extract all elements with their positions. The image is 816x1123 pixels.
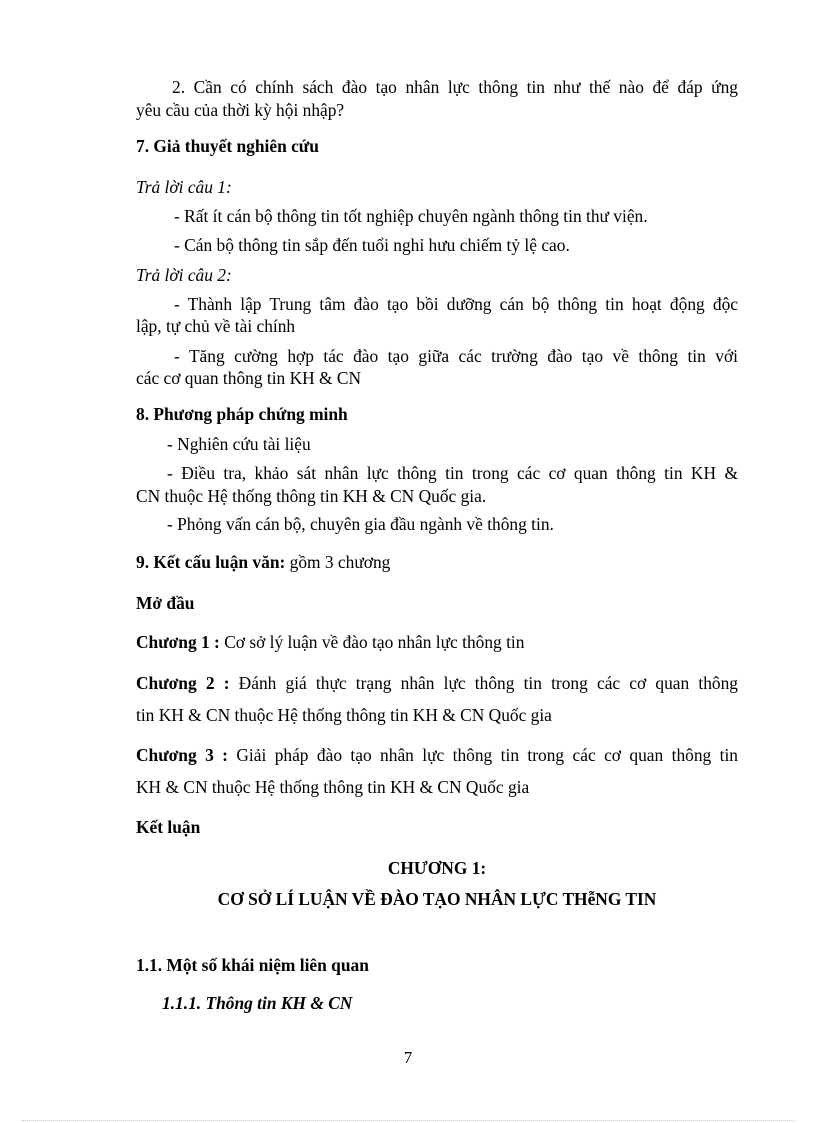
chapter-2-entry-line-2: tin KH & CN thuộc Hệ thống thông tin KH & CN Quốc gia bbox=[136, 705, 552, 725]
chapter-2-entry-line-1: Chương 2 : Đánh giá thực trạng nhân lực thông tin trong các cơ quan thông bbox=[136, 673, 738, 693]
section-8-item-2-line-1: - Điều tra, khảo sát nhân lực thông tin trong các cơ quan thông tin KH & bbox=[167, 463, 738, 483]
section-8-item-3: - Phỏng vấn cán bộ, chuyên gia đầu ngành về thông tin. bbox=[167, 514, 554, 534]
section-8-item-2-line-2: CN thuộc Hệ thống thông tin KH & CN Quốc gia. bbox=[136, 486, 487, 506]
question-2-line-1: 2. Cần có chính sách đào tạo nhân lực thông tin như thế nào để đáp ứng bbox=[172, 77, 738, 97]
section-7-heading: 7. Giả thuyết nghiên cứu bbox=[136, 136, 319, 156]
section-8-item-1: - Nghiên cứu tài liệu bbox=[167, 434, 311, 454]
answer-2-item-1-line-1: - Thành lập Trung tâm đào tạo bồi dưỡng cán bộ thông tin hoạt động độc bbox=[174, 294, 738, 314]
question-2-line-2: yêu cầu của thời kỳ hội nhập? bbox=[136, 100, 345, 120]
answer-2-label: Trả lời câu 2: bbox=[136, 265, 232, 285]
answer-1-label: Trả lời câu 1: bbox=[136, 177, 232, 197]
chapter-1-entry: Chương 1 : Cơ sở lý luận về đào tạo nhân lực thông tin bbox=[136, 632, 525, 652]
section-1-1-heading: 1.1. Một số khái niệm liên quan bbox=[136, 955, 369, 975]
answer-2-item-2-line-1: - Tăng cường hợp tác đào tạo giữa các trường đào tạo về thông tin với bbox=[174, 346, 738, 366]
section-1-1-1-heading: 1.1.1. Thông tin KH & CN bbox=[162, 993, 353, 1013]
section-9-heading: 9. Kết cấu luận văn: gồm 3 chương bbox=[136, 552, 391, 572]
answer-2-item-2-line-2: các cơ quan thông tin KH & CN bbox=[136, 368, 362, 388]
conclusion-heading: Kết luận bbox=[136, 817, 201, 837]
chapter-3-entry-line-1: Chương 3 : Giải pháp đào tạo nhân lực thông tin trong các cơ quan thông tin bbox=[136, 745, 738, 765]
intro-heading: Mở đầu bbox=[136, 593, 195, 613]
page-number: 7 bbox=[403, 1048, 413, 1067]
chapter-3-entry-line-2: KH & CN thuộc Hệ thống thông tin KH & CN Quốc gia bbox=[136, 777, 530, 797]
chapter-1-subtitle: CƠ SỞ LÍ LUẬN VỀ ĐÀO TẠO NHÂN LỰC THễNG TIN bbox=[217, 889, 657, 909]
section-8-heading: 8. Phương pháp chứng minh bbox=[136, 404, 348, 424]
page-boundary bbox=[22, 1120, 794, 1121]
answer-1-item-1: - Rất ít cán bộ thông tin tốt nghiệp chuyên ngành thông tin thư viện. bbox=[174, 206, 648, 226]
answer-1-item-2: - Cán bộ thông tin sắp đến tuổi nghỉ hưu chiếm tỷ lệ cao. bbox=[174, 235, 570, 255]
answer-2-item-1-line-2: lập, tự chủ về tài chính bbox=[136, 316, 296, 336]
chapter-1-title: CHƯƠNG 1: bbox=[387, 858, 487, 878]
